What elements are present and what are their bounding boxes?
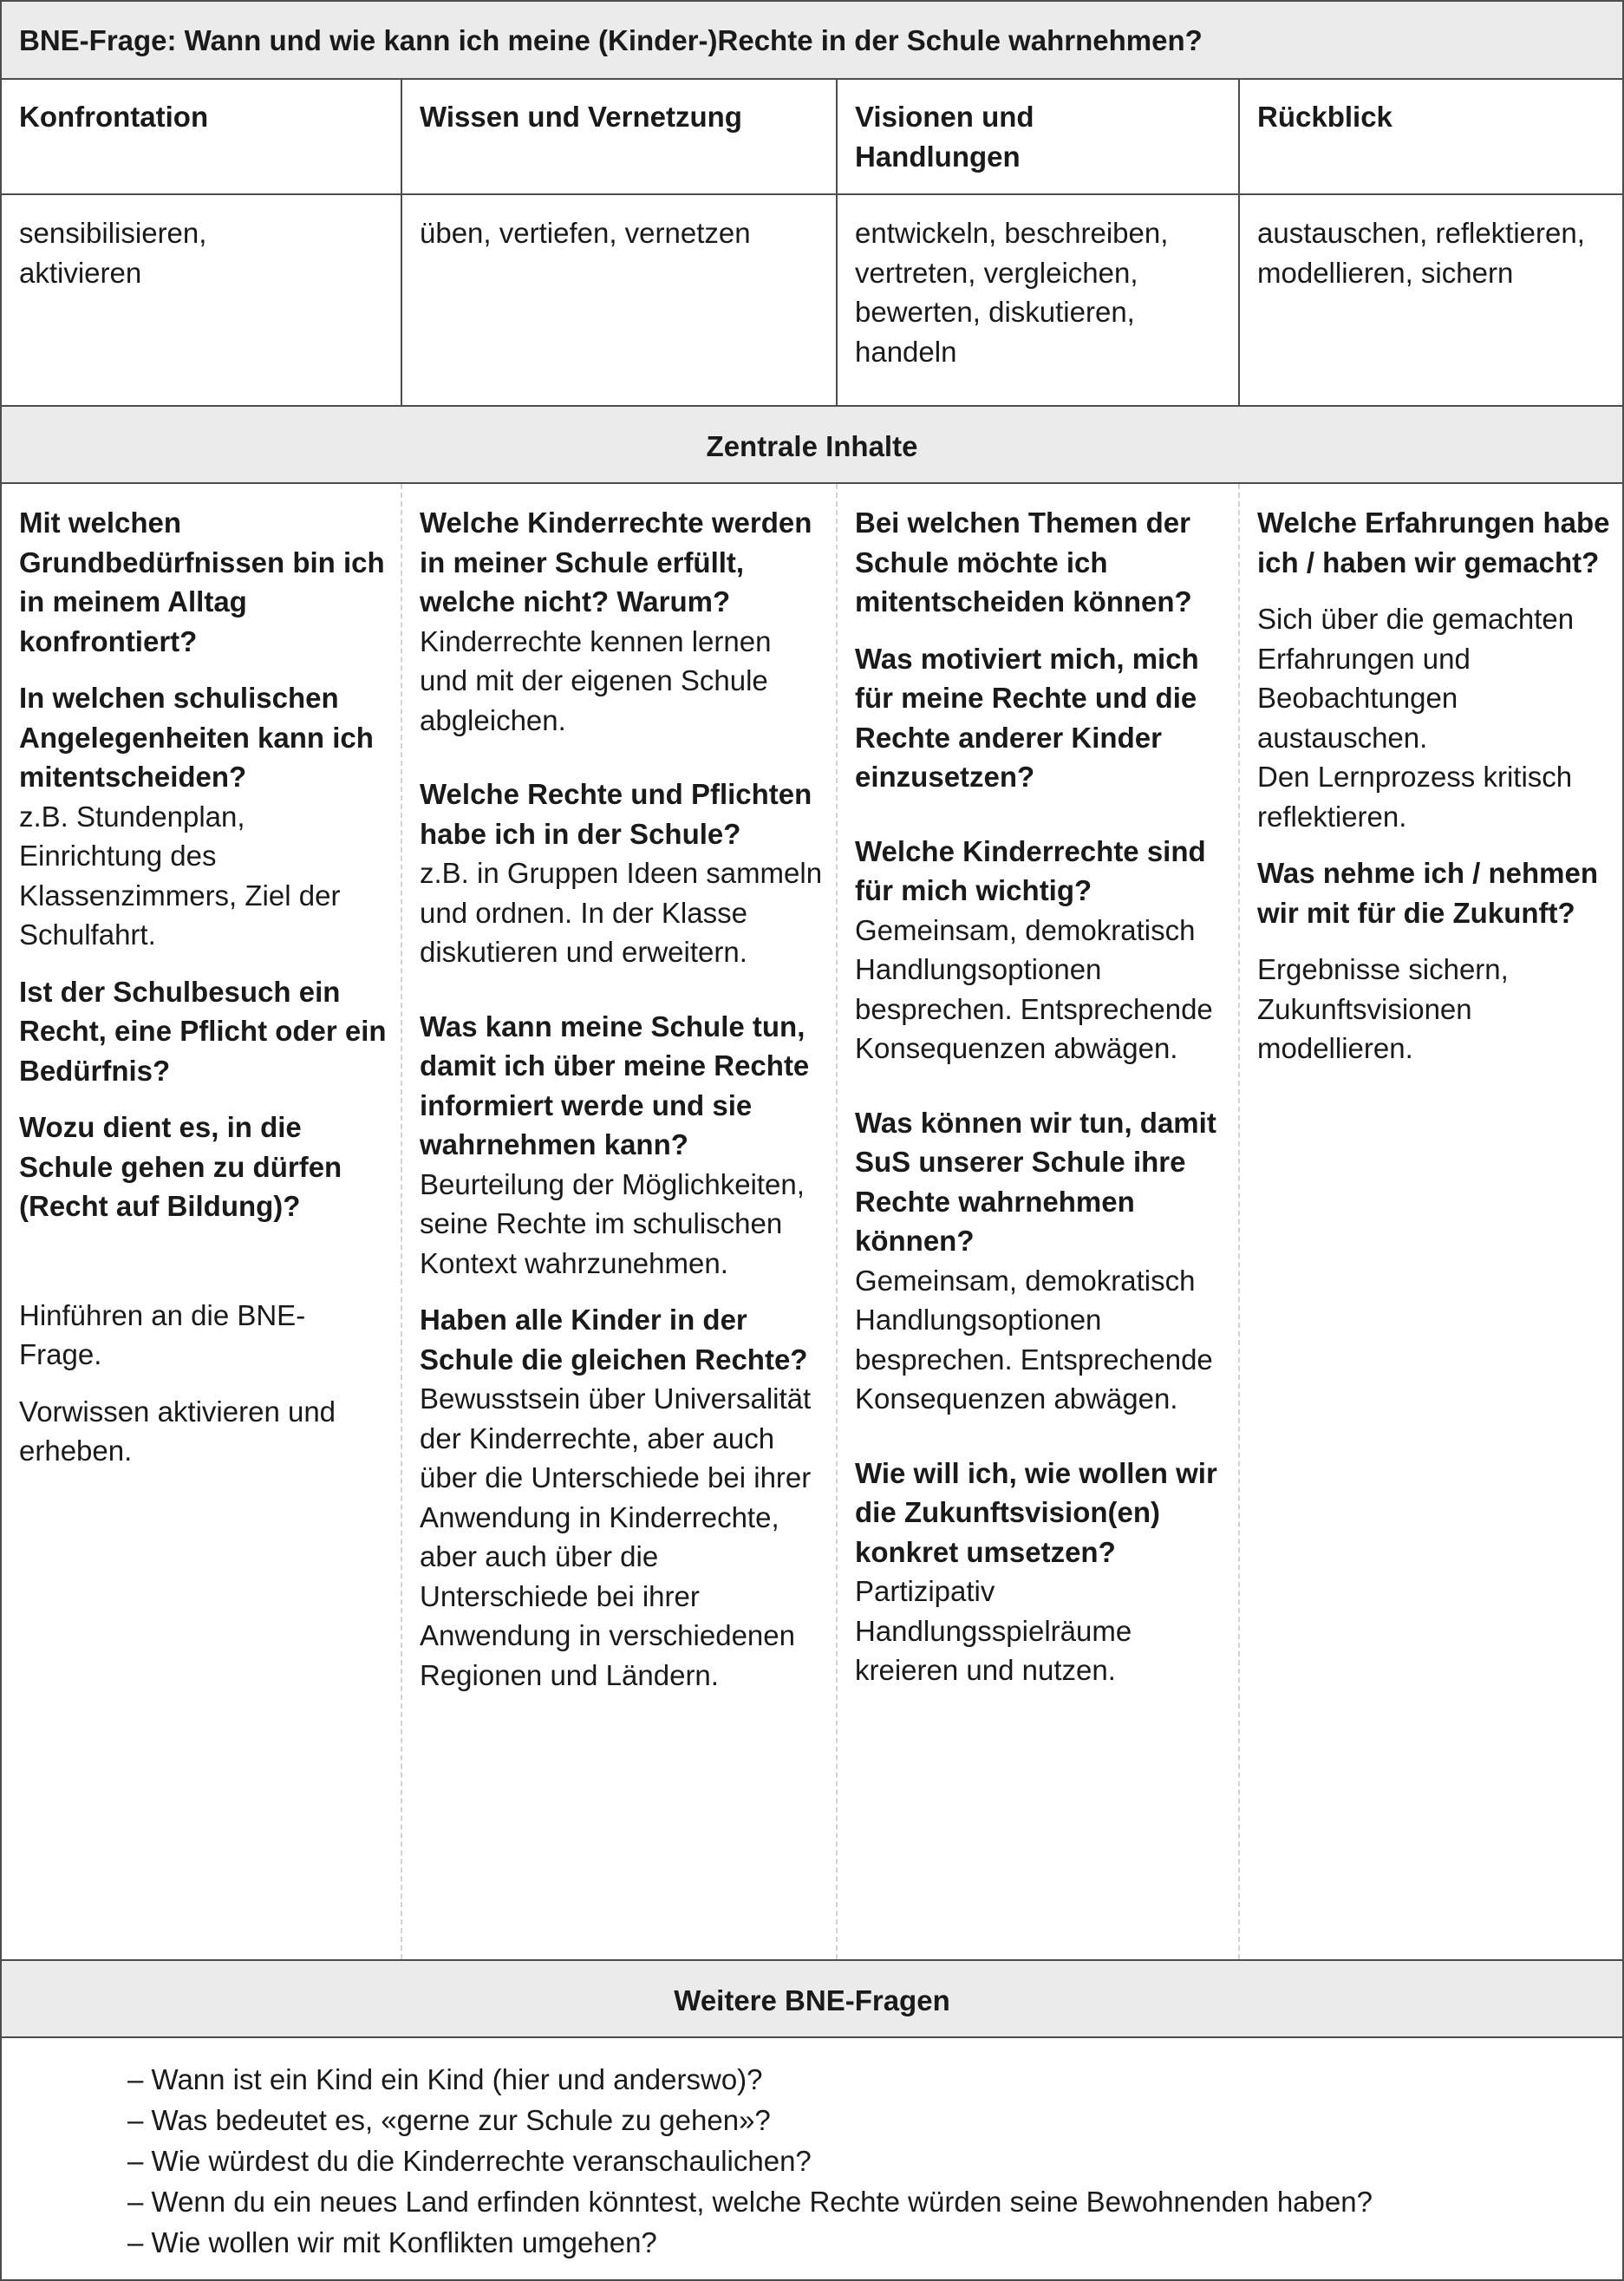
- guiding-question: Mit welchen Grundbedürfnissen bin ich in meinem Alltag konfrontiert?: [19, 507, 385, 657]
- content-cell-visionen: [836, 484, 1238, 1959]
- zentrale-inhalte-heading: Zentrale Inhalte: [0, 405, 1624, 484]
- verb-cell: [1238, 195, 1624, 405]
- list-item: – Wie wollen wir mit Konflikten umgehen?: [127, 2226, 657, 2258]
- content-text: Gemeinsam, demokratisch Handlungsoptionen besprechen. Entsprechende Konsequenzen abwägen.: [855, 1264, 1213, 1415]
- list-item: – Wann ist ein Kind ein Kind (hier und anderswo)?: [127, 2063, 763, 2095]
- guiding-question: Wie will ich, wie wollen wir die Zukunftsvision(en) konkret umsetzen?: [855, 1456, 1217, 1568]
- list-item: – Wenn du ein neues Land erfinden könntest, welche Rechte würden seine Bewohnenden haben?: [127, 2186, 1373, 2218]
- weitere-questions-cell: [0, 2036, 1624, 2281]
- phase-label: Wissen und Vernetzung: [420, 101, 742, 133]
- content-text: Sich über die gemachten Erfahrungen und Beobachtungen austauschen.: [1257, 603, 1575, 754]
- guiding-question: Welche Kinderrechte sind für mich wichtig?: [855, 834, 1206, 906]
- verb-text: austauschen, reflektieren, modellieren, sichern: [1257, 217, 1585, 289]
- guiding-question: Ist der Schulbesuch ein Recht, eine Pflicht oder ein Bedürfnis?: [19, 975, 387, 1087]
- verb-cell: [2, 195, 401, 405]
- weitere-bne-fragen-heading: Weitere BNE-Fragen: [0, 1959, 1624, 2038]
- bne-question-title: BNE-Frage: Wann und wie kann ich meine (Kinder-)Rechte in der Schule wahrnehmen?: [0, 0, 1624, 80]
- content-cell-konfrontation: [2, 484, 401, 1959]
- list-item: – Was bedeutet es, «gerne zur Schule zu gehen»?: [127, 2104, 771, 2136]
- content-text: Kinderrechte kennen lernen und mit der eigenen Schule abgleichen.: [420, 624, 772, 736]
- content-text: Ergebnisse sichern, Zukunftsvisionen modellieren.: [1257, 953, 1509, 1064]
- phases-row: [0, 78, 1624, 195]
- list-item: – Wie würdest du die Kinderrechte veranschaulichen?: [127, 2145, 812, 2177]
- content-text: Den Lernprozess kritisch reflektieren.: [1257, 761, 1573, 833]
- weitere-questions-list: [127, 2059, 1622, 2263]
- verb-text: entwickeln, beschreiben, vertreten, vergleichen, bewerten, diskutieren, handeln: [855, 217, 1169, 368]
- phase-cell: [836, 80, 1238, 193]
- content-text: Partizipativ Handlungsspielräume kreieren und nutzen.: [855, 1575, 1132, 1686]
- phase-label: Rückblick: [1257, 101, 1392, 133]
- guiding-question: Welche Erfahrungen habe ich / haben wir gemacht?: [1257, 507, 1610, 578]
- content-row: [0, 482, 1624, 1961]
- content-text: z.B. Stundenplan, Einrichtung des Klassenzimmers, Ziel der Schulfahrt.: [19, 800, 341, 951]
- content-text: z.B. in Gruppen Ideen sammeln und ordnen. In der Klasse diskutieren und erweitern.: [420, 857, 823, 968]
- content-cell-wissen: [401, 484, 836, 1959]
- content-text: Gemeinsam, demokratisch Handlungsoptionen besprechen. Entsprechende Konsequenzen abwägen.: [855, 913, 1213, 1064]
- phase-cell: [1238, 80, 1624, 193]
- phase-cell: [401, 80, 836, 193]
- guiding-question: In welchen schulischen Angelegenheiten kann ich mitentscheiden?: [19, 682, 374, 793]
- phase-label: Konfrontation: [19, 101, 209, 133]
- verb-cell: [836, 195, 1238, 405]
- guiding-question: Wozu dient es, in die Schule gehen zu dürfen (Recht auf Bildung)?: [19, 1111, 342, 1222]
- content-cell-rueckblick: [1238, 484, 1624, 1959]
- phase-cell: [2, 80, 401, 193]
- guiding-question: Haben alle Kinder in der Schule die gleichen Rechte?: [420, 1304, 808, 1376]
- phase-label: Visionen und Handlungen: [855, 101, 1034, 173]
- content-text: Beurteilung der Möglichkeiten, seine Rechte im schulischen Kontext wahrzunehmen.: [420, 1167, 805, 1279]
- guiding-question: Welche Rechte und Pflichten habe ich in der Schule?: [420, 778, 812, 850]
- content-text: Bewusstsein über Universalität der Kinderrechte, aber auch über die Unterschiede bei ihrer Anwendung in Kinderrechte, aber auch über die Unterschiede bei ihrer Anwendung in verschiedenen Regionen und Ländern.: [420, 1382, 812, 1691]
- guiding-question: Was kann meine Schule tun, damit ich über meine Rechte informiert werde und sie wahrnehmen kann?: [420, 1010, 810, 1160]
- verb-text: sensibilisieren, aktivieren: [19, 217, 207, 289]
- guiding-question: Was können wir tun, damit SuS unserer Schule ihre Rechte wahrnehmen können?: [855, 1106, 1216, 1257]
- content-text: Vorwissen aktivieren und erheben.: [19, 1395, 336, 1467]
- verb-text: üben, vertiefen, vernetzen: [420, 217, 751, 249]
- verb-cell: [401, 195, 836, 405]
- guiding-question: Was nehme ich / nehmen wir mit für die Zukunft?: [1257, 857, 1599, 929]
- guiding-question: Was motiviert mich, mich für meine Rechte und die Rechte anderer Kinder einzusetzen?: [855, 642, 1199, 793]
- guiding-question: Bei welchen Themen der Schule möchte ich mitentscheiden können?: [855, 507, 1192, 618]
- verbs-row: [0, 193, 1624, 407]
- content-text: Hinführen an die BNE-Frage.: [19, 1298, 306, 1370]
- guiding-question: Welche Kinderrechte werden in meiner Schule erfüllt, welche nicht? Warum?: [420, 507, 812, 618]
